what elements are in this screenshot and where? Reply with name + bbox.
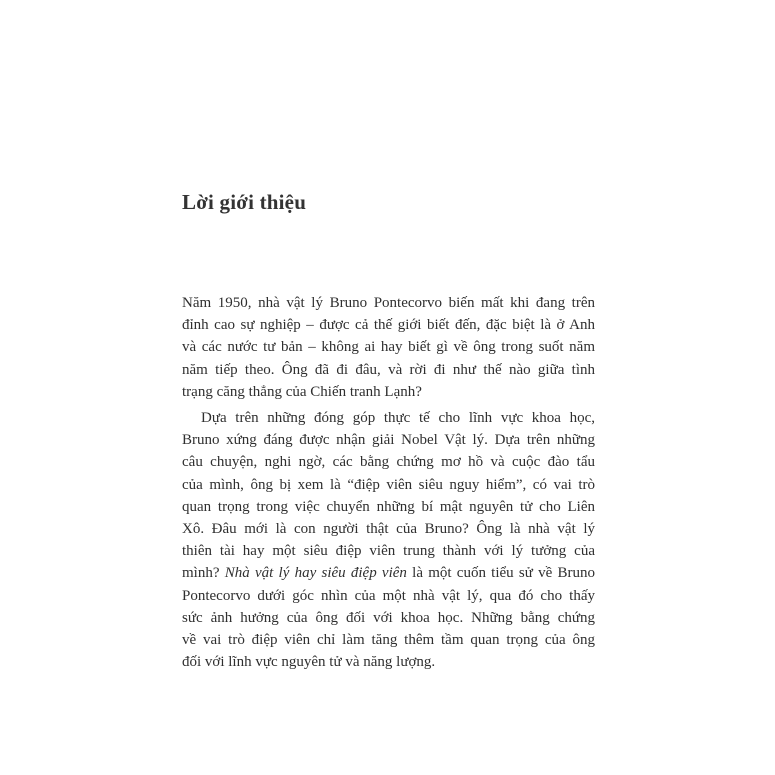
text-line: trạng căng thẳng của Chiến tranh Lạnh?: [182, 383, 422, 400]
text-line: quan trọng trong việc chuyển những bí mật nguyên tử cho Liên: [182, 498, 595, 515]
text-line: câu chuyện, nghi ngờ, các bằng chứng mơ hồ và cuộc đào tẩu: [182, 454, 595, 471]
body-text: [182, 292, 595, 673]
paragraph-2: [182, 407, 595, 673]
text-segment: mình?: [182, 565, 225, 582]
text-line: Bruno xứng đáng được nhận giải Nobel Vật lý. Dựa trên những: [182, 432, 595, 449]
text-line: Xô. Đâu mới là con người thật của Bruno? Ông là nhà vật lý: [182, 521, 595, 538]
text-line: năm tiếp theo. Ông đã đi đâu, và rời đi như thế nào giữa tình: [182, 361, 595, 378]
text-line: về vai trò điệp viên chỉ làm tăng thêm tầm quan trọng của ông: [182, 632, 595, 649]
text-line: và các nước tư bản – không ai hay biết gì về ông trong suốt năm: [182, 339, 595, 356]
paragraph-1: [182, 292, 595, 403]
text-line-with-book-title: [182, 562, 595, 584]
chapter-title: Lời giới thiệu: [182, 190, 307, 214]
text-line: của mình, ông bị xem là “điệp viên siêu nguy hiểm”, có vai trò: [182, 476, 595, 493]
text-line: Năm 1950, nhà vật lý Bruno Pontecorvo biến mất khi đang trên: [182, 295, 595, 311]
book-title-italic: Nhà vật lý hay siêu điệp viên: [224, 565, 407, 582]
text-line: đối với lĩnh vực nguyên tử và năng lượng.: [182, 654, 436, 671]
text-line: Pontecorvo dưới góc nhìn của một nhà vật lý, qua đó cho thấy: [182, 587, 595, 604]
text-line: thiên tài hay một siêu điệp viên trung thành với lý tưởng của: [182, 543, 595, 560]
text-line: sức ảnh hưởng của ông đối với khoa học. Những bằng chứng: [182, 609, 595, 626]
text-segment: là một cuốn tiểu sử về Bruno: [406, 565, 595, 582]
text-line: Dựa trên những đóng góp thực tế cho lĩnh vực khoa học,: [201, 410, 595, 427]
text-line: đỉnh cao sự nghiệp – được cả thế giới biết đến, đặc biệt là ở Anh: [182, 317, 595, 334]
